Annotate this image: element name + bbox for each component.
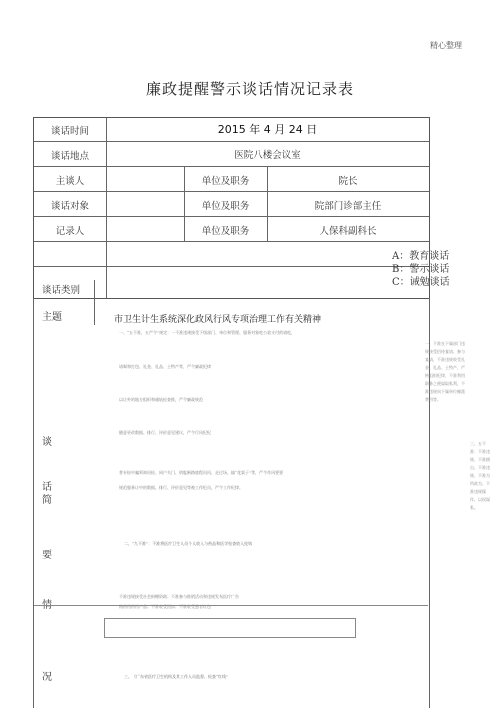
paragraph: 购药用药用产品；不准收受回扣；不准收受患者红包 [119,604,211,609]
inner-table [104,618,356,638]
place-label: 谈话地点 [50,151,89,162]
time-value: 2015 年 4 月 24 日 [217,123,318,136]
category-options [392,250,450,289]
paragraph: 普专检中骗须询问检、同户关门、钥匙断路旅程问问、走过场、搞“花架子”等，严令作风要要 [119,470,284,475]
content-section [33,298,430,708]
row-line [34,141,429,142]
section-heading: 三、《广东省医疗卫生机构及其工作人员监督、检查“红线” [124,674,229,679]
theme-label: 主题 [42,312,62,323]
content-label-6: 况 [42,672,52,683]
divider [34,605,428,606]
recorder-label: 记录人 [55,226,85,237]
option-warning: B：警示谈话 [392,264,450,275]
row-line [34,241,429,242]
recorder-value: 人保科副科长 [319,226,377,237]
target-unit-label: 单位及职务 [201,201,250,212]
paragraph: 规范服务让中的数据、排行、评价意见等被工作纪员，严令工作纪律。 [119,485,243,490]
content-label-4: 要 [42,550,52,561]
category-label: 谈话类别 [42,285,81,296]
option-education: A：教育谈话 [392,251,450,262]
place-value: 医院八楼会议室 [234,150,301,161]
paragraph: 请喝和打包、礼金、礼品、土特产等，严令廉政纪律 [119,364,211,369]
time-label: 谈话时间 [50,126,89,137]
info-table [33,117,430,299]
recorder-unit-label: 单位及职务 [201,226,250,237]
content-label-3: 简 [42,495,52,506]
page-title: 廉政提醒警示谈话情况记录表 [145,80,354,98]
paragraph: 一、“五不准，五严令”规定：一不准违规接受下级部门、单位和管理、服务对象吃公款支付的请吃， [119,330,296,335]
row-line [34,166,429,167]
paragraph: 以让外的地方组织和逾轨检查推，严令廉政规范 [119,397,203,402]
row-line [34,216,429,217]
target-label: 谈话对象 [50,201,89,212]
content-label-1: 谈 [42,437,52,448]
section-heading: 二、“九不准”：不准将医疗卫生人员个人收入与药品和医学检查收入挂钩 [124,541,253,546]
row-line [34,191,429,192]
col-line [106,118,107,298]
paragraph: 不准违规接受社会捐赠资助；不准参与推销活动和违规发布医疗广告 [119,594,239,599]
paragraph: 随意更改数据、排行、评价意见建议，严令行风纪纪 [119,430,211,435]
host-unit-label: 单位及职务 [201,176,250,187]
side-notes-2: 三、五不准：不准违规、不准擅自、不准违规、不准为所欲为、不准违规操作、以权谋私。 [470,441,490,510]
host-value: 院长 [338,176,358,187]
subject-text: 市卫生计生系统深化政风行风专项治理工作有关精神 [114,315,322,325]
side-notes: 一、不准在下属部门违规接受招待宴请、参与宴请，不准违规收受礼金、礼品、土特产，严格组织纪律，不准利用职务之便谋取私利，不准违规向下属单位摊派费用等。 [425,341,465,402]
col-line [94,280,95,325]
content-label-2: 话 [42,482,52,493]
row-line [34,266,429,267]
option-admonish: C：诫勉谈话 [392,277,450,288]
target-value: 院部门诊部主任 [314,201,382,212]
content-label-5: 情 [42,600,52,611]
header-note: 精心整理 [430,41,462,50]
host-label: 主谈人 [55,176,85,187]
